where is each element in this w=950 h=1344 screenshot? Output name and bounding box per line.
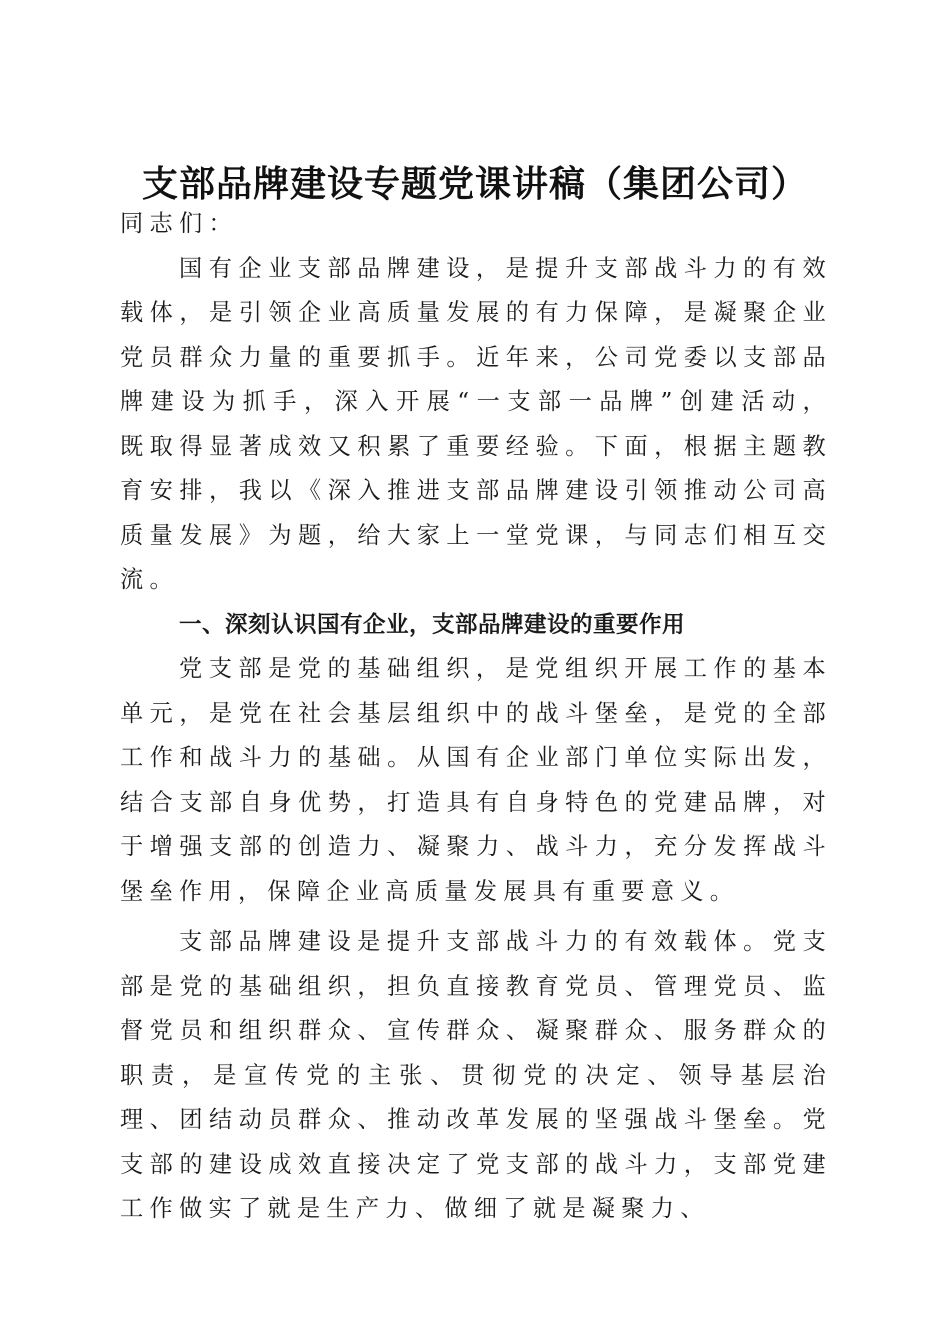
section-paragraph: 支部品牌建设是提升支部战斗力的有效载体。党支部是党的基础组织，担负直接教育党员、管理党员、监督党员和组织群众、宣传群众、凝聚群众、服务群众的职责，是宣传党的主张、贯彻党的决定、领导基层治理、团结动员群众、推动改革发展的坚强战斗堡垒。党支部的建设成效直接决定了党支部的战斗力，支部党建工作做实了就是生产力、做细了就是凝聚力、 <box>120 928 832 1222</box>
salutation: 同志们： <box>120 210 238 237</box>
document-body <box>120 202 832 1232</box>
section-heading: 一、深刻认识国有企业，支部品牌建设的重要作用 <box>179 611 686 638</box>
document-title: 支部品牌建设专题党课讲稿（集团公司） <box>141 163 808 206</box>
intro-paragraph: 国有企业支部品牌建设，是提升支部战斗力的有效载体，是引领企业高质量发展的有力保障，是凝聚企业党员群众力量的重要抓手。近年来，公司党委以支部品牌建设为抓手，深入开展“一支部一品牌”创建活动，既取得显著成效又积累了重要经验。下面，根据主题教育安排，我以《深入推进支部品牌建设引领推动公司高质量发展》为题，给大家上一堂党课，与同志们相互交流。 <box>120 254 832 593</box>
section-paragraph: 党支部是党的基础组织，是党组织开展工作的基本单元，是党在社会基层组织中的战斗堡垒，是党的全部工作和战斗力的基础。从国有企业部门单位实际出发，结合支部自身优势，打造具有自身特色的党建品牌，对于增强支部的创造力、凝聚力、战斗力，充分发挥战斗堡垒作用，保障企业高质量发展具有重要意义。 <box>120 655 832 905</box>
